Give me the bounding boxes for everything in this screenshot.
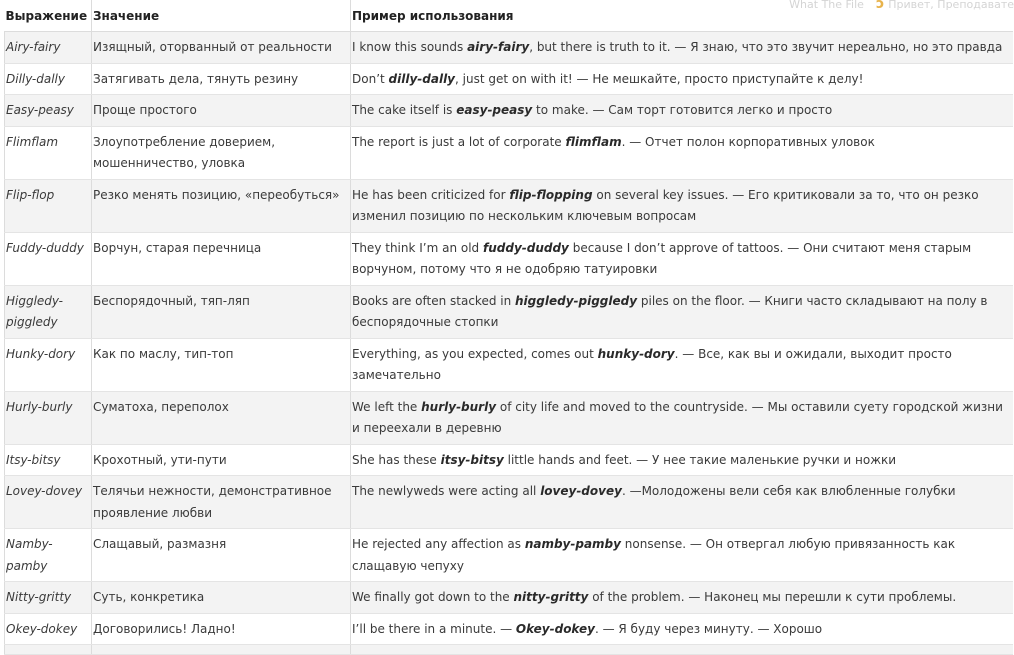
table-row [5, 476, 1013, 529]
header-meaning: Значение [92, 0, 351, 32]
cell-example [351, 32, 1013, 64]
cell-meaning: Беспорядочный, тяп-ляп [92, 285, 351, 338]
watermark [789, 0, 1014, 11]
example-text: We finally got down to the [352, 590, 514, 604]
example-term: Okey-dokey [515, 621, 595, 636]
example-text: , but there is truth to it. — Я знаю, что это звучит нереально, но это правда [529, 40, 1003, 54]
example-term: fuddy-duddy [483, 240, 569, 255]
cell-example [351, 391, 1013, 444]
example-text: The cake itself is [352, 103, 457, 117]
example-term: easy-peasy [456, 103, 533, 117]
table-row [5, 63, 1013, 95]
example-term: higgledy-piggledy [515, 293, 638, 308]
example-text: because I don’t approve of tattoos. — Они считают меня старым ворчуном, потому что я не одобряю татуировки [352, 240, 972, 276]
cell-meaning: Изящный, оторванный от реальности [92, 32, 351, 64]
cell-expression: Flimflam [5, 126, 92, 179]
cell-example [351, 645, 1013, 655]
cell-example [351, 529, 1013, 582]
example-term: airy-fairy [467, 40, 530, 54]
example-text: They think I’m an old [352, 240, 483, 255]
table-row [5, 338, 1013, 391]
example-term: flimflam [565, 134, 622, 149]
example-term: dilly-dally [388, 71, 455, 86]
cell-meaning [92, 645, 351, 655]
example-text: . —Молодожены вели себя как влюбленные голубки [621, 484, 956, 498]
example-text: We left the [352, 399, 422, 414]
table-row [5, 95, 1013, 127]
example-text: Books are often stacked in [352, 293, 516, 308]
example-text: He rejected any affection as [352, 537, 525, 551]
cell-meaning: Крохотный, ути-пути [92, 444, 351, 476]
watermark-greeting: Привет, Преподавате [888, 0, 1014, 11]
cell-meaning: Злоупотребление доверием, мошенничество, уловка [92, 126, 351, 179]
example-text: . — Все, как вы и ожидали, выходит просто замечательно [352, 346, 952, 382]
cell-example [351, 179, 1013, 232]
example-text: I know this sounds [352, 40, 468, 54]
table-row [5, 232, 1013, 285]
cell-meaning: Слащавый, размазня [92, 529, 351, 582]
header-example: Пример использования [351, 0, 1013, 32]
table-row [5, 285, 1013, 338]
example-term: flip-flopping [509, 187, 593, 202]
example-text: of the problem. — Наконец мы перешли к сути проблемы. [588, 590, 957, 604]
cell-meaning: Суматоха, переполох [92, 391, 351, 444]
cell-meaning: Резко менять позицию, «переобуться» [92, 179, 351, 232]
phrases-table [4, 0, 1013, 655]
example-text: piles on the floor. — Книги часто складывают на полу в беспорядочные стопки [352, 293, 988, 329]
cell-expression: Flip-flop [5, 179, 92, 232]
cell-example [351, 338, 1013, 391]
table-row [5, 32, 1013, 64]
example-term: hunky-dory [597, 346, 675, 361]
cell-example [351, 232, 1013, 285]
cell-example [351, 613, 1013, 645]
example-text: to make. — Сам торт готовится легко и просто [532, 103, 833, 117]
cell-expression: Higgledy-piggledy [5, 285, 92, 338]
example-text: little hands and feet. — У нее такие маленькие ручки и ножки [503, 452, 897, 467]
example-text: on several key issues. — Его критиковали за то, что он резко изменил позицию по нескольким ключевым вопросам [352, 187, 979, 223]
cell-example [351, 126, 1013, 179]
cell-expression: Lovey-dovey [5, 476, 92, 529]
example-text: She has these [352, 452, 441, 467]
example-text: Everything, as you expected, comes out [352, 346, 598, 361]
table-row [5, 126, 1013, 179]
example-term: itsy-bitsy [440, 452, 504, 467]
cell-expression [5, 645, 92, 655]
cell-expression: Nitty-gritty [5, 582, 92, 614]
cell-meaning: Проще простого [92, 95, 351, 127]
cell-expression: Okey-dokey [5, 613, 92, 645]
cell-expression: Airy-fairy [5, 32, 92, 64]
example-term: hurly-burly [421, 399, 497, 414]
cell-example [351, 95, 1013, 127]
example-text: . — Я буду через минуту. — Хорошо [594, 621, 823, 636]
cell-expression: Itsy-bitsy [5, 444, 92, 476]
cell-meaning: Ворчун, старая перечница [92, 232, 351, 285]
example-text: The report is just a lot of corporate [352, 134, 566, 149]
cell-meaning: Затягивать дела, тянуть резину [92, 63, 351, 95]
table-row [5, 179, 1013, 232]
table-row [5, 444, 1013, 476]
cell-expression: Dilly-dally [5, 63, 92, 95]
cell-meaning: Как по маслу, тип-топ [92, 338, 351, 391]
cell-example [351, 444, 1013, 476]
cell-expression: Hunky-dory [5, 338, 92, 391]
cell-expression: Hurly-burly [5, 391, 92, 444]
cell-meaning: Договорились! Ладно! [92, 613, 351, 645]
table-row [5, 529, 1013, 582]
example-text: , just get on with it! — Не мешкайте, просто приступайте к делу! [455, 71, 864, 86]
example-text: nonsense. — Он отвергал любую привязанность как слащавую чепуху [352, 537, 956, 573]
cell-expression: Fuddy-duddy [5, 232, 92, 285]
table-row [5, 613, 1013, 645]
example-text: I’ll be there in a minute. — [352, 621, 516, 636]
cell-example [351, 63, 1013, 95]
example-term: namby-pamby [524, 537, 621, 551]
example-term: lovey-dovey [540, 484, 622, 498]
table-row [5, 645, 1013, 655]
example-text: Don’t [352, 71, 389, 86]
example-text: of city life and moved to the countryside. — Мы оставили суету городской жизни и переехали в деревню [352, 399, 1003, 435]
table-row [5, 582, 1013, 614]
cell-meaning: Суть, конкретика [92, 582, 351, 614]
header-expression: Выражение [5, 0, 92, 32]
example-text: The newlyweds were acting all [352, 484, 541, 498]
example-text: . — Отчет полон корпоративных уловок [621, 134, 875, 149]
example-term: nitty-gritty [513, 590, 589, 604]
example-text: He has been criticized for [352, 187, 510, 202]
cell-example [351, 476, 1013, 529]
cell-example [351, 285, 1013, 338]
table-row [5, 391, 1013, 444]
cell-meaning: Телячьи нежности, демонстративное проявление любви [92, 476, 351, 529]
watermark-logo-icon: ↄ [875, 0, 885, 12]
table-body [5, 32, 1013, 655]
cell-expression: Namby-pamby [5, 529, 92, 582]
watermark-text: What The File [789, 0, 864, 11]
cell-example [351, 582, 1013, 614]
cell-expression: Easy-peasy [5, 95, 92, 127]
